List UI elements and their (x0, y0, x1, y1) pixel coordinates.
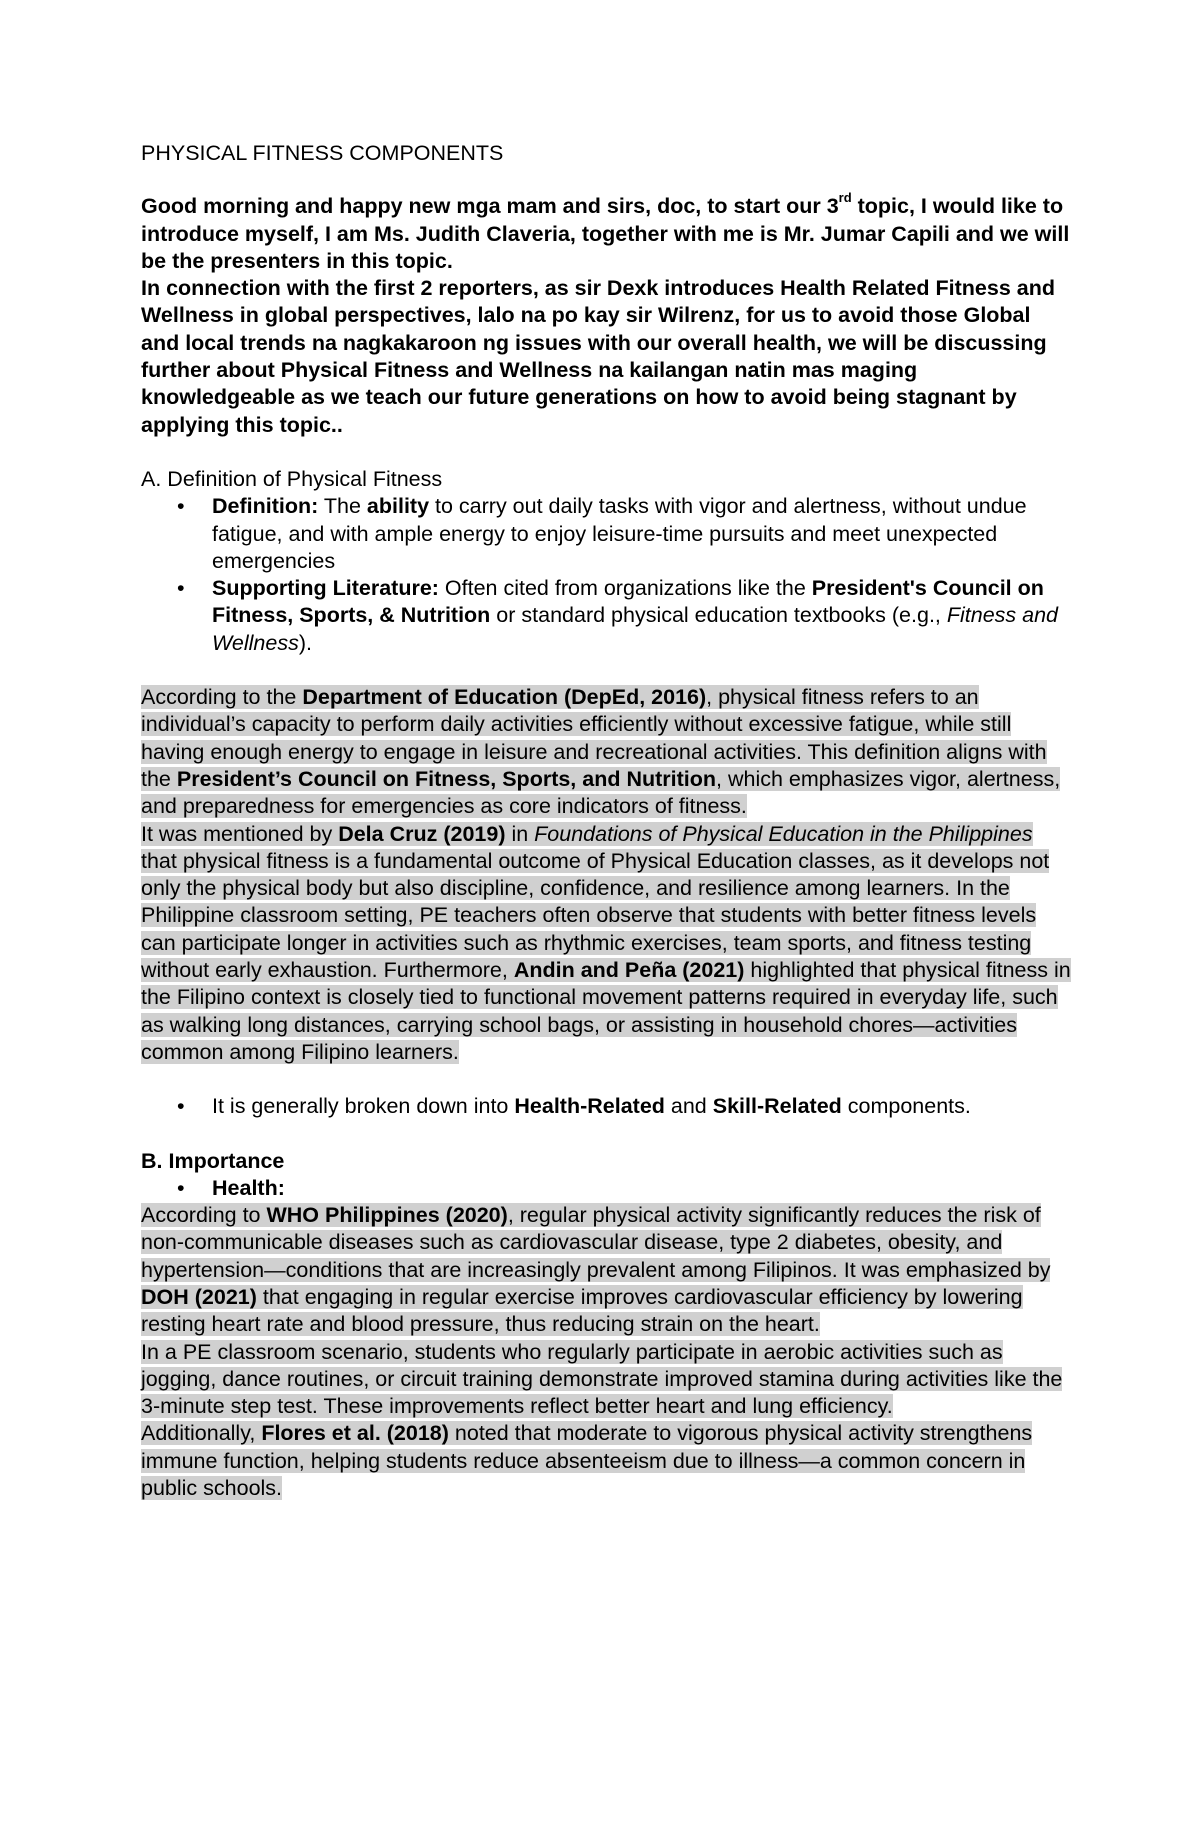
citation: Dela Cruz (2019) (338, 821, 506, 846)
bullet-icon: • (177, 1175, 185, 1200)
section-a-heading: A. Definition of Physical Fitness (141, 466, 443, 491)
text: or standard physical education textbooks (e.g., (490, 603, 947, 628)
components-bullet (141, 1093, 1071, 1120)
intro-paragraph-1 (141, 190, 1071, 275)
text: to carry out daily tasks with vigor and alertness, without undue fatigue, and with ample energy to enjoy leisure-time pursuits and meet unexpected emergencies (212, 494, 1027, 573)
intro-paragraph-2: In connection with the first 2 reporters, as sir Dexk introduces Health Related Fitness and Wellness in global perspectives, lalo na po kay sir Wilrenz, for us to avoid those Global and local trends na nagkakaroon ng issues with our overall health, we will be discussing further about Physical Fitness and Wellness na kailangan natin mas maging knowledgeable as we teach our future generations on how to avoid being stagnant by applying this topic.. (141, 276, 1055, 437)
text: highlighted that physical fitness in the Filipino context is closely tied to functional movement patterns required in everyday life, such as walking long distances, carrying school bags, or assisting in household chores—activities common among Filipino learners. (141, 958, 1071, 1064)
text: , regular physical activity significantly reduces the risk of non-communicable diseases such as cardiovascular disease, type 2 diabetes, obesity, and hypertension—conditions that are increasingly prevalent among Filipinos. It was emphasized by (141, 1203, 1051, 1282)
citation: Department of Education (DepEd, 2016) (302, 685, 707, 710)
spacer (141, 439, 1071, 466)
spacer (141, 657, 1071, 684)
text: It is generally broken down into (212, 1094, 515, 1119)
classroom-scenario-paragraph (141, 1339, 1071, 1421)
text: Often cited from organizations like the (438, 576, 812, 601)
bullet-label: Health: (212, 1175, 285, 1200)
bold-text: President's Council on Fitness, Sports, & Nutrition (212, 576, 1044, 628)
text: that engaging in regular exercise improves cardiovascular efficiency by lowering resting heart rate and blood pressure, thus reducing strain on the heart. (141, 1284, 1023, 1337)
bold-text: Skill-Related (712, 1094, 842, 1119)
superscript: rd (838, 190, 852, 206)
text: in (505, 821, 535, 846)
text: According to (141, 1203, 267, 1228)
intro-text: topic, I would like to introduce myself, I am Ms. Judith Claveria, together with me is Mr. Jumar Capili and we will be the presenters in this topic. (141, 194, 1070, 273)
document-page (141, 140, 1071, 1502)
italic-text: Fitness and Wellness (212, 603, 1059, 655)
list-item (141, 493, 1071, 575)
text: In a PE classroom scenario, students who regularly participate in aerobic activities such as jogging, dance routines, or circuit training demonstrate improved stamina during activities like the 3-minute step test. These improvements reflect better heart and lung efficiency. (141, 1339, 1063, 1419)
bullet-icon: • (177, 494, 185, 519)
bullet-label: Definition: (212, 494, 319, 519)
section-b-bullets (141, 1175, 1071, 1202)
flores-paragraph (141, 1420, 1071, 1502)
list-item (141, 1175, 1071, 1202)
text: , physical fitness refers to an individual’s capacity to perform daily activities efficiently without excessive fatigue, while still having enough energy to engage in leisure and recreational activities. This definition aligns with the (141, 685, 1047, 791)
text: and (664, 1094, 713, 1119)
deped-definition-paragraph (141, 684, 1071, 820)
bullet-label: Supporting Literature: (212, 576, 439, 601)
bold-text: ability (366, 494, 430, 519)
book-title: Foundations of Physical Education in the Philippines (534, 821, 1033, 846)
citation: Andin and Peña (2021) (513, 958, 745, 983)
list-item (141, 575, 1071, 657)
document-title: PHYSICAL FITNESS COMPONENTS (141, 141, 504, 165)
text: that physical fitness is a fundamental outcome of Physical Education classes, as it develops not only the physical body but also discipline, confidence, and resilience among learners. In the Philippine classroom setting, PE teachers often observe that students with better fitness levels can participate longer in activities such as rhythmic exercises, team sports, and fitness testing without early exhaustion. Furthermore, (141, 848, 1050, 983)
text: components. (841, 1094, 971, 1119)
citation: Flores et al. (2018) (261, 1421, 449, 1446)
dela-cruz-paragraph (141, 821, 1071, 1067)
bullet-icon: • (177, 1094, 185, 1119)
who-paragraph (141, 1202, 1071, 1338)
section-b-heading: B. Importance (141, 1148, 285, 1173)
spacer (141, 1066, 1071, 1093)
text: It was mentioned by (141, 821, 339, 846)
section-a-bullets (141, 493, 1071, 657)
text: , which emphasizes vigor, alertness, and preparedness for emergencies as core indicators of fitness. (141, 766, 1061, 819)
list-item (141, 1093, 1071, 1120)
intro-text: Good morning and happy new mga mam and sirs, doc, to start our 3 (141, 194, 839, 219)
text: According to the (141, 685, 303, 710)
bullet-icon: • (177, 576, 185, 601)
text: Additionally, (141, 1421, 262, 1446)
text: The (318, 494, 367, 519)
spacer (141, 1121, 1071, 1148)
citation: DOH (2021) (141, 1284, 257, 1309)
citation: WHO Philippines (2020) (266, 1203, 508, 1228)
text: ). (298, 630, 312, 655)
citation: President’s Council on Fitness, Sports, and Nutrition (176, 766, 717, 791)
text: noted that moderate to vigorous physical activity strengthens immune function, helping students reduce absenteeism due to illness—a common concern in public schools. (141, 1421, 1033, 1501)
bold-text: Health-Related (514, 1094, 665, 1119)
